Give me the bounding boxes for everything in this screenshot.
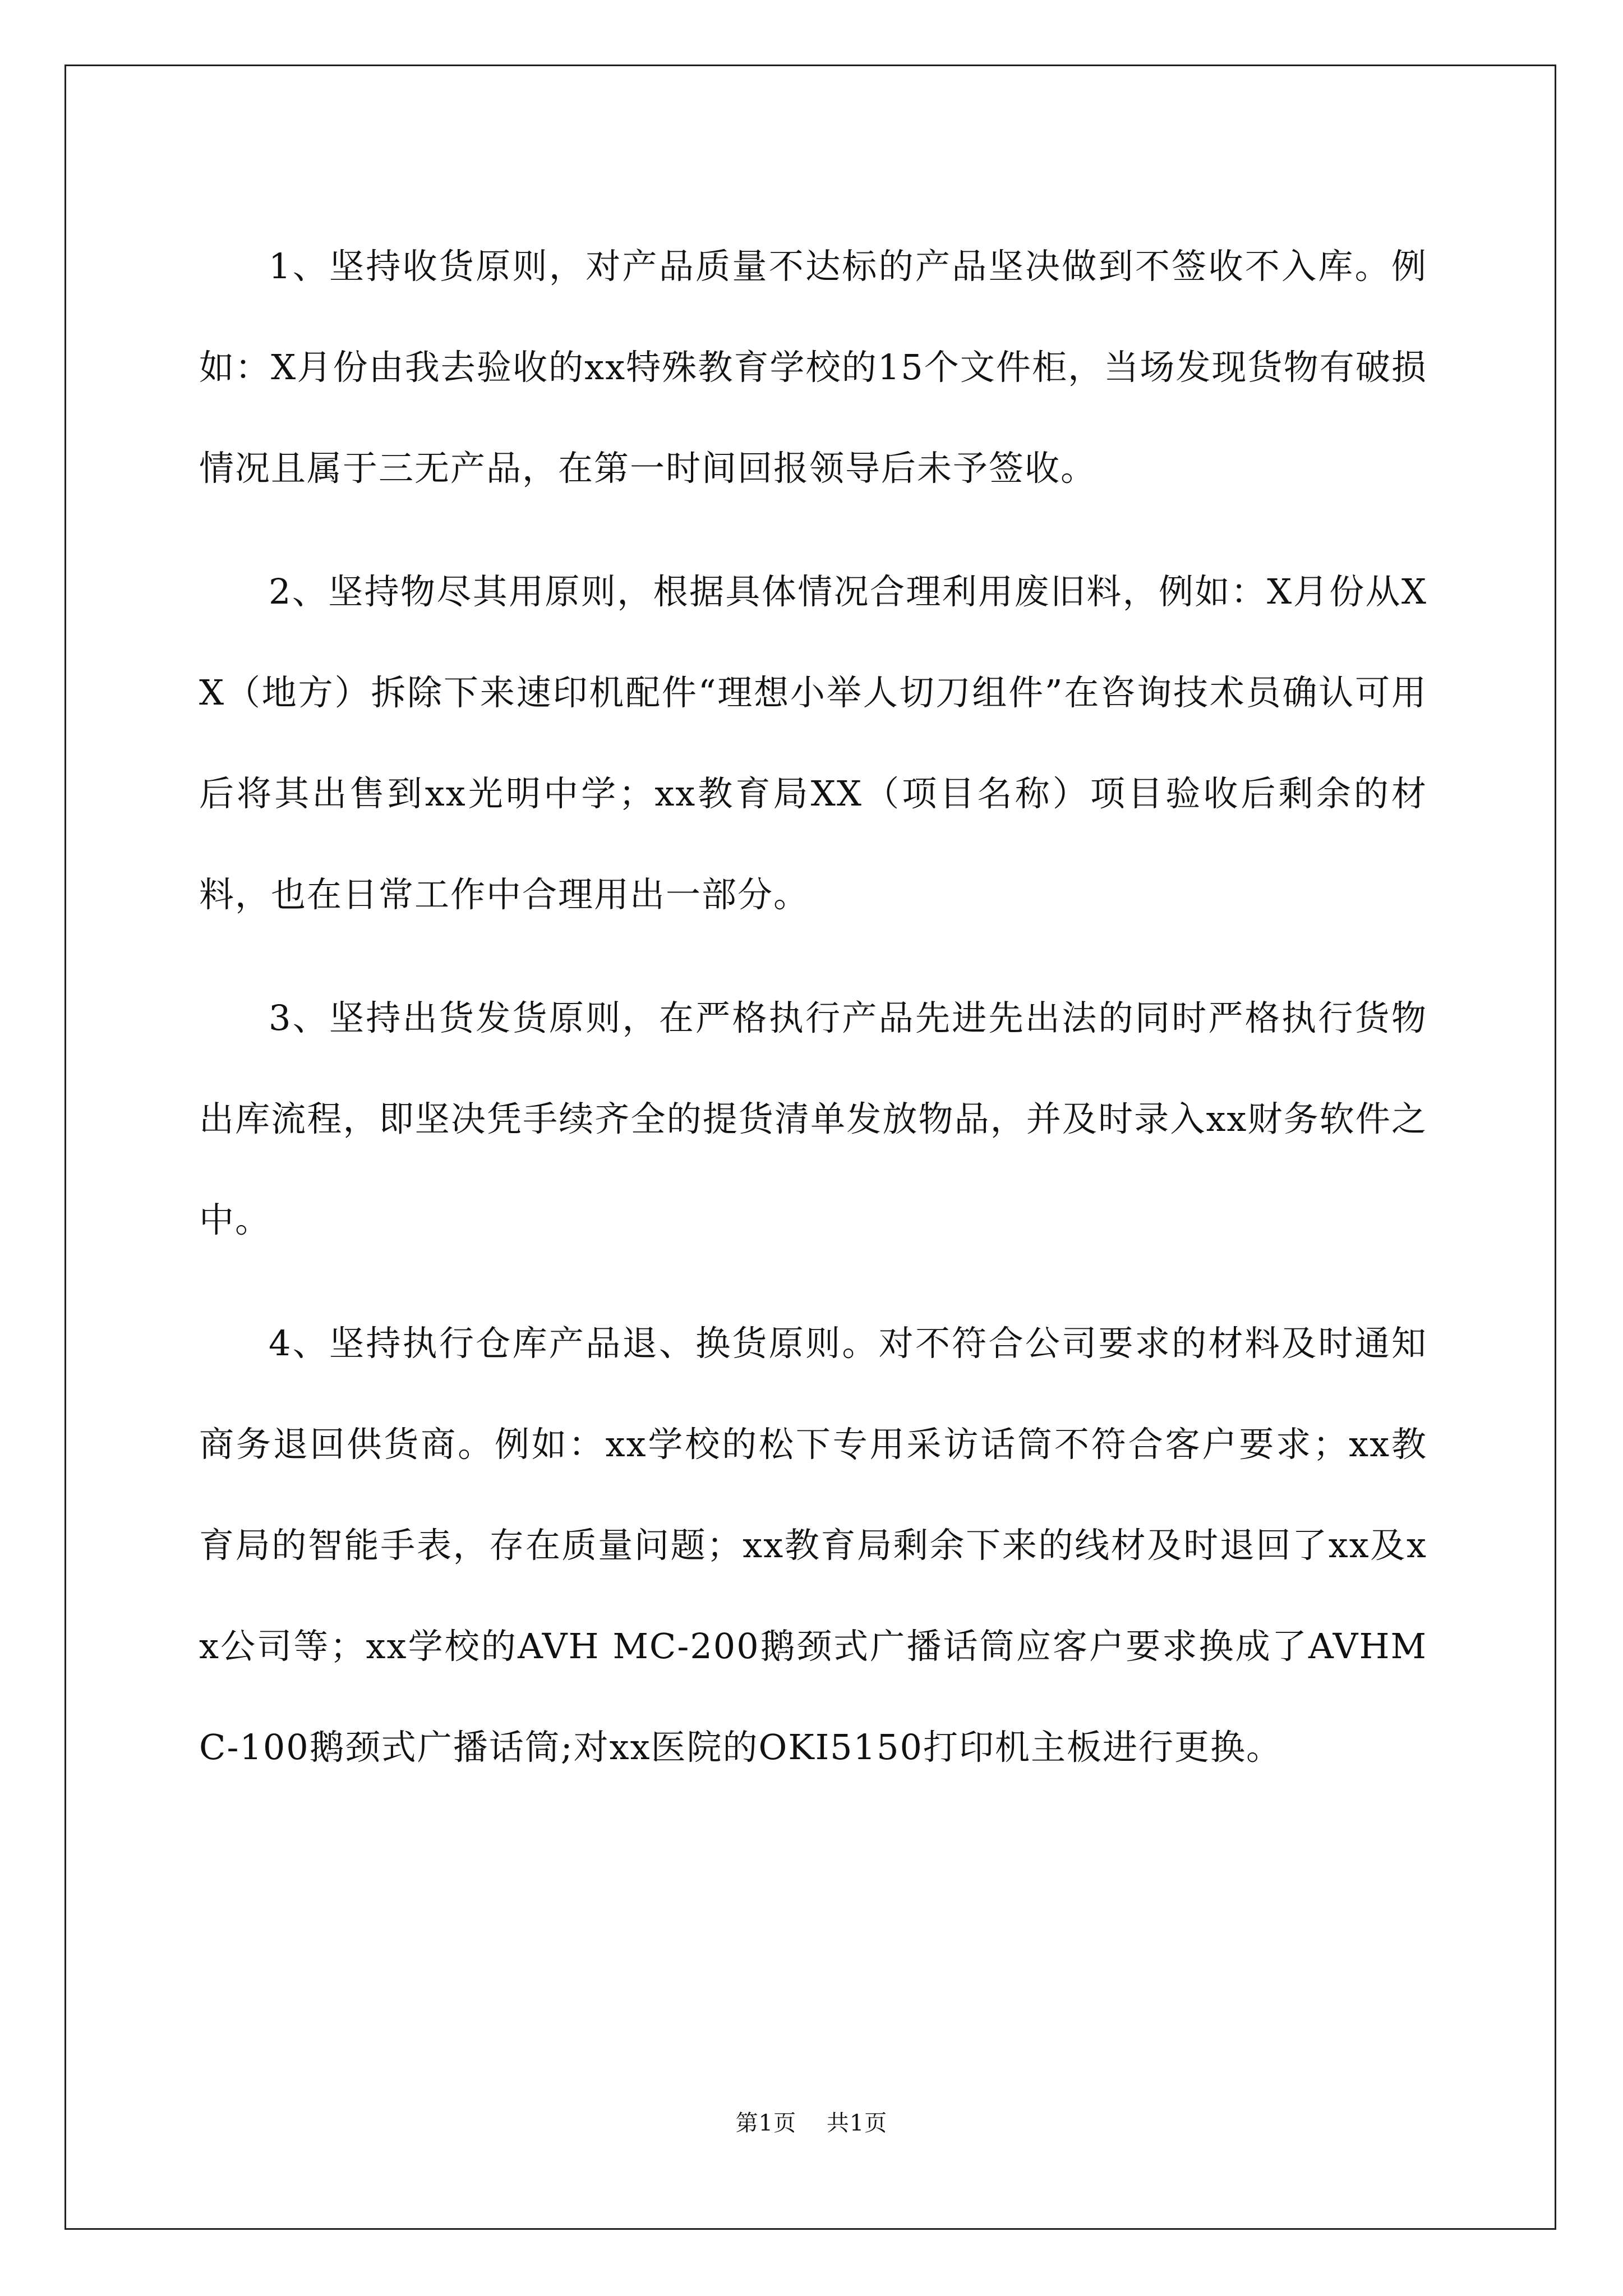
page-number: 第1页 — [735, 2110, 797, 2136]
paragraph-3: 3、坚持出货发货原则，在严格执行产品先进先出法的同时严格执行货物出库流程，即坚决凭手续齐全的提货清单发放物品，并及时录入xx财务软件之中。 — [199, 997, 1427, 1240]
paragraph-1: 1、坚持收货原则，对产品质量不达标的产品坚决做到不签收不入库。例如：X月份由我去验收的xx特殊教育学校的15个文件柜，当场发现货物有破损情况且属于三无产品，在第一时间回报领导后未予签收。 — [199, 246, 1427, 489]
paragraph-4: 4、坚持执行仓库产品退、换货原则。对不符合公司要求的材料及时通知商务退回供货商。例如：xx学校的松下专用采访话筒不符合客户要求；xx教育局的智能手表，存在质量问题；xx教育局剩余下来的线材及时退回了xx及xx公司等；xx学校的AVH MC-200鹅颈式广播话筒应客户要求换成了AVHMC-100鹅颈式广播话筒;对xx医院的OKI5150打印机主板进行更换。 — [199, 1323, 1427, 1768]
paragraph-2: 2、坚持物尽其用原则，根据具体情况合理利用废旧料，例如：X月份从XX（地方）拆除下来速印机配件“理想小举人切刀组件”在咨询技术员确认可用后将其出售到xx光明中学；xx教育局XX（项目名称）项目验收后剩余的材料，也在日常工作中合理用出一部分。 — [199, 571, 1427, 915]
page-footer — [0, 2106, 1623, 2140]
document-body — [199, 216, 1427, 1820]
page-total: 共1页 — [826, 2110, 888, 2136]
